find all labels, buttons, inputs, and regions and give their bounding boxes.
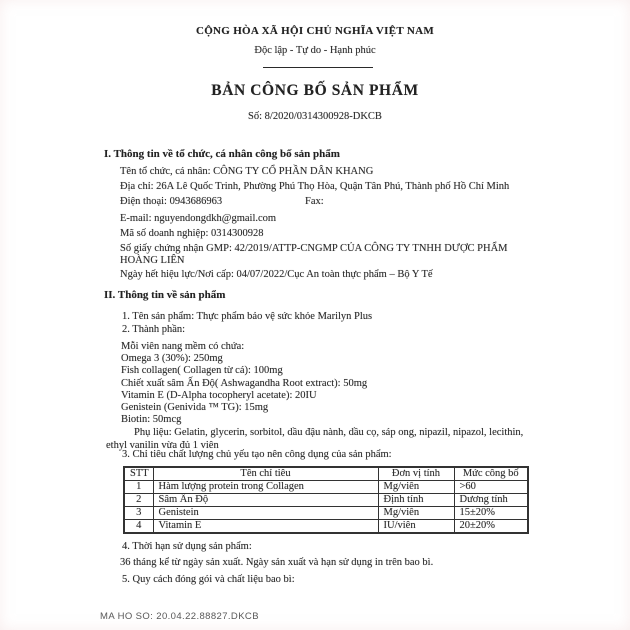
table-row (124, 494, 528, 507)
ingredient-vitamin-e: Vitamin E (D-Alpha tocopheryl acetate): 20IU (121, 390, 317, 401)
quality-criteria-heading: 3. Chỉ tiêu chất lượng chủ yếu tạo nên công dụng của sản phẩm: (122, 449, 392, 460)
product-name: 1. Tên sản phẩm: Thực phẩm bảo vệ sức khỏe Marilyn Plus (122, 311, 373, 322)
ingredient-ashwagandha: Chiết xuất sâm Ấn Độ( Ashwagandha Root extract): 50mg (121, 378, 368, 389)
table-row (124, 507, 528, 520)
table-cell-stt: 3 (124, 507, 153, 520)
shelf-life-heading: 4. Thời hạn sử dụng sản phẩm: (122, 541, 252, 552)
table-cell-unit: Mg/viên (378, 481, 454, 494)
composition-heading: 2. Thành phần: (122, 324, 186, 335)
org-email: E-mail: nguyendongdkh@gmail.com (120, 213, 277, 224)
ingredient-omega3: Omega 3 (30%): 250mg (121, 353, 223, 364)
ingredient-genistein: Genistein (Genivida ™ TG): 15mg (121, 402, 269, 413)
ingredient-biotin: Biotin: 50mcg (121, 414, 182, 425)
table-row (124, 520, 528, 534)
excipients-line1: Phụ liệu: Gelatin, glycerin, sorbitol, dầu đậu nành, dầu cọ, sáp ong, nipazil, nipazol, lecithin, (134, 427, 524, 438)
org-phone: Điện thoại: 0943686963 (120, 196, 223, 207)
table-cell-stt: 1 (124, 481, 153, 494)
org-fax-label: Fax: (305, 196, 324, 207)
quality-criteria-table (123, 466, 529, 534)
table-header-unit: Đơn vị tính (378, 467, 454, 481)
table-cell-declared: 15±20% (454, 507, 528, 520)
packaging-heading: 5. Quy cách đóng gói và chất liệu bao bì: (122, 574, 295, 585)
table-cell-name: Sâm Ấn Độ (153, 494, 378, 507)
gmp-certificate-line1: Số giấy chứng nhận GMP: 42/2019/ATTP-CNGMP CỦA CÔNG TY TNHH DƯỢC PHẨM (120, 243, 508, 254)
table-header-stt: STT (124, 467, 153, 481)
org-name: Tên tổ chức, cá nhân: CÔNG TY CỔ PHẦN DÂN KHANG (120, 166, 374, 177)
table-cell-stt: 2 (124, 494, 153, 507)
gmp-validity: Ngày hết hiệu lực/Nơi cấp: 04/07/2022/Cục An toàn thực phẩm – Bộ Y Tế (120, 269, 433, 280)
table-cell-stt: 4 (124, 520, 153, 534)
section-1-heading: I. Thông tin về tổ chức, cá nhân công bố sản phẩm (104, 148, 340, 160)
section-2-heading: II. Thông tin về sản phẩm (104, 289, 226, 301)
table-header-row (124, 467, 528, 481)
table-header-declared: Mức công bố (454, 467, 528, 481)
document-title: BẢN CÔNG BỐ SẢN PHẨM (211, 82, 419, 99)
national-motto-line2: Độc lập - Tự do - Hạnh phúc (254, 45, 376, 56)
header-divider (263, 67, 373, 68)
document-number: Số: 8/2020/0314300928-DKCB (248, 111, 382, 122)
national-motto-line1: CỘNG HÒA XÃ HỘI CHỦ NGHĨA VIỆT NAM (195, 25, 435, 37)
gmp-certificate-line2: HOÀNG LIÊN (120, 255, 185, 266)
table-cell-name: Hàm lượng protein trong Collagen (153, 481, 378, 494)
table-cell-unit: IU/viên (378, 520, 454, 534)
shelf-life-text: 36 tháng kể từ ngày sản xuất. Ngày sản xuất và hạn sử dụng in trên bao bì. (120, 557, 434, 568)
table-cell-unit: Mg/viên (378, 507, 454, 520)
table-cell-declared: 20±20% (454, 520, 528, 534)
composition-intro: Mỗi viên nang mềm có chứa: (121, 341, 245, 352)
table-header-name: Tên chỉ tiêu (153, 467, 378, 481)
ingredient-fish-collagen: Fish collagen( Collagen từ cá): 100mg (121, 365, 283, 376)
table-cell-unit: Định tính (378, 494, 454, 507)
table-row (124, 481, 528, 494)
table-cell-declared: >60 (454, 481, 528, 494)
table-cell-declared: Dương tính (454, 494, 528, 507)
table-cell-name: Genistein (153, 507, 378, 520)
org-address: Địa chỉ: 26A Lê Quốc Trinh, Phường Phú Thọ Hòa, Quận Tân Phú, Thành phố Hồ Chí Minh (120, 181, 510, 192)
excipients-line2: ethyl vanilin vừa đủ 1 viên (106, 440, 219, 451)
file-code: MA HO SO: 20.04.22.88827.DKCB (100, 611, 259, 622)
table-cell-name: Vitamin E (153, 520, 378, 534)
org-business-code: Mã số doanh nghiệp: 0314300928 (120, 228, 264, 239)
